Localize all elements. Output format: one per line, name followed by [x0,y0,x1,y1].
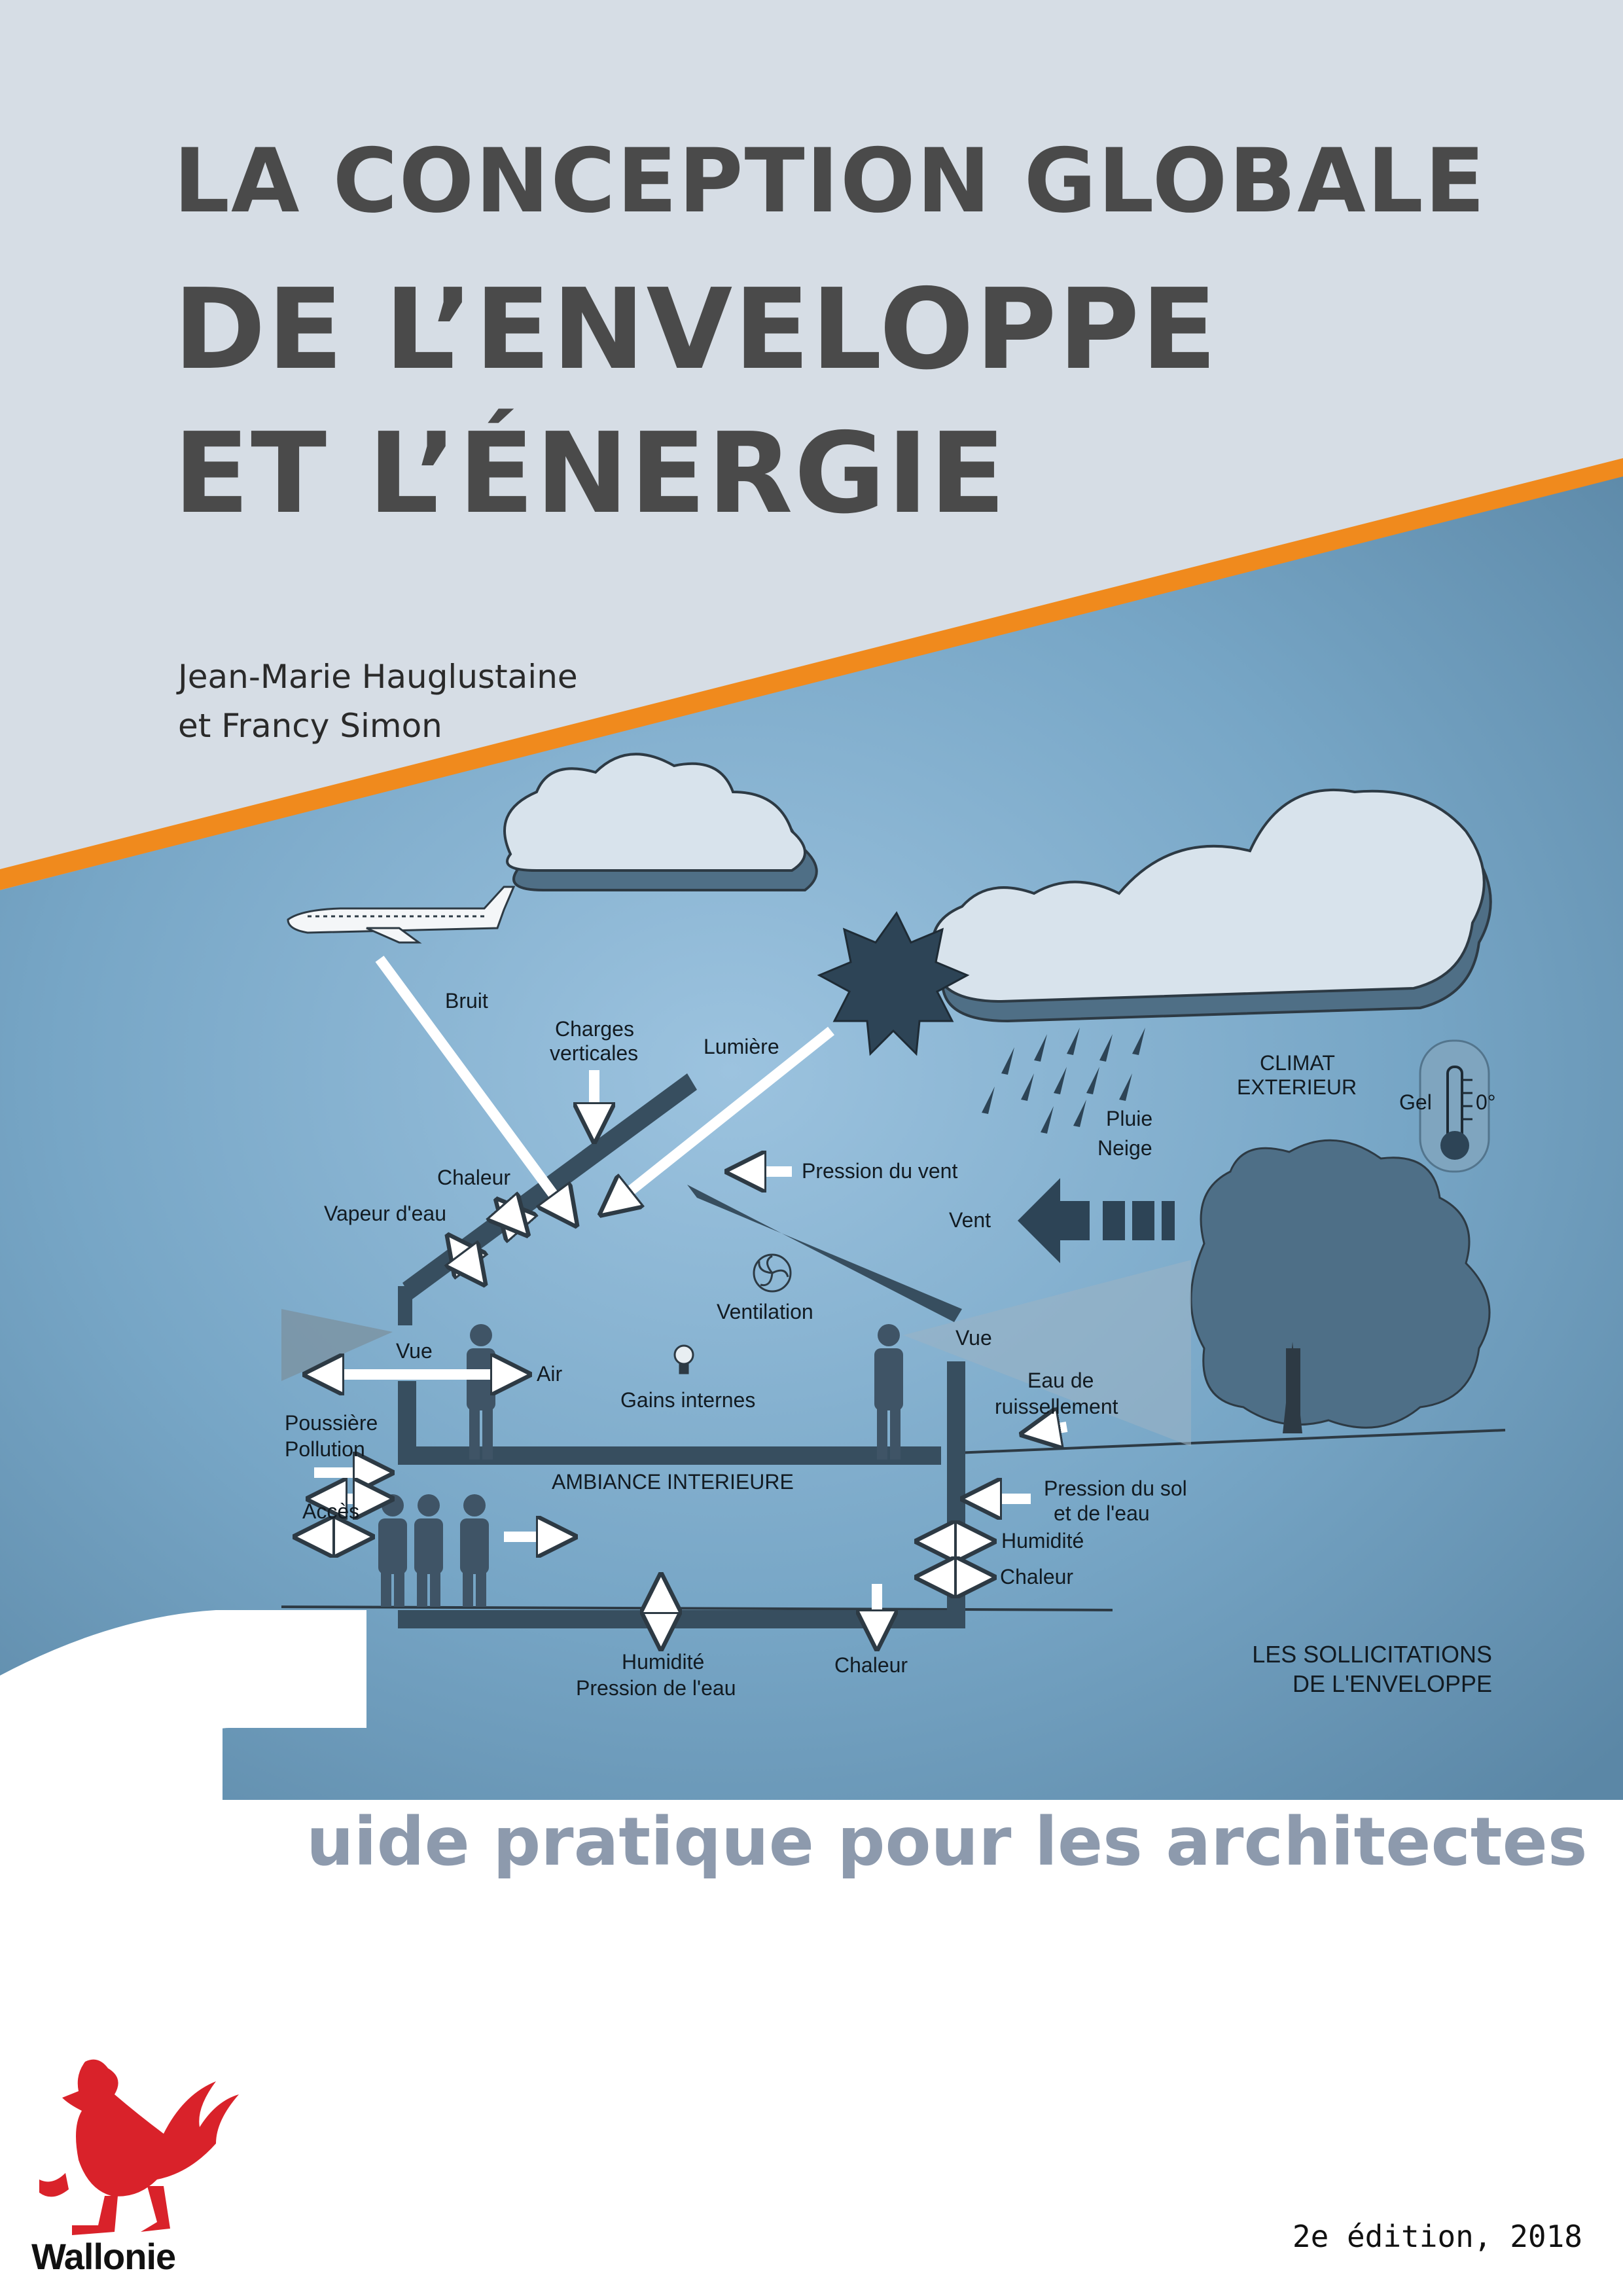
label-poussiere: Poussière [285,1411,378,1435]
author-line-2: et Francy Simon [178,707,442,745]
label-pluie: Pluie [1106,1107,1153,1130]
label-neige: Neige [1097,1136,1152,1160]
label-lumiere: Lumière [704,1035,779,1058]
title-line-2: DE L’ENVELOPPE [173,265,1219,395]
diagram-title-2: DE L'ENVELOPPE [1293,1670,1492,1697]
label-bruit: Bruit [445,989,488,1013]
label-pression-eau: Pression de l'eau [576,1676,736,1700]
label-pression-vent: Pression du vent [802,1159,958,1183]
publisher-logo-text: Wallonie [31,2236,176,2277]
label-pollution: Pollution [285,1437,365,1461]
label-vue-right: Vue [955,1326,992,1350]
label-humidite-bottom: Humidité [622,1650,705,1674]
label-acces: Accès [302,1499,360,1523]
label-zero: 0° [1476,1090,1496,1114]
label-vue-left: Vue [396,1339,433,1363]
label-chaleur-right: Chaleur [1000,1565,1074,1588]
title-line-3: ET L’ÉNERGIE [173,409,1007,539]
label-pression-sol-2: et de l'eau [1054,1501,1150,1525]
series-title: uide pratique pour les architectes [306,1803,1588,1881]
label-vapeur: Vapeur d'eau [324,1202,446,1225]
label-pression-sol-1: Pression du sol [1044,1477,1187,1500]
diagram-title-1: LES SOLLICITATIONS [1252,1641,1492,1668]
label-gains: Gains internes [620,1388,756,1412]
label-ambiance: AMBIANCE INTERIEURE [552,1470,794,1494]
label-vent: Vent [949,1208,991,1232]
label-eau-2: ruissellement [995,1395,1118,1418]
label-gel: Gel [1399,1090,1432,1114]
label-air: Air [537,1362,563,1386]
label-charges-1: Charges [555,1017,634,1041]
title-line-1: LA CONCEPTION GLOBALE [173,130,1487,232]
label-climat-2: EXTERIEUR [1237,1075,1357,1099]
edition-label: 2e édition, 2018 [1292,2219,1582,2254]
label-chaleur-roof: Chaleur [437,1166,511,1189]
label-chaleur-bottom: Chaleur [834,1653,908,1677]
label-ventilation: Ventilation [717,1300,813,1323]
label-climat-1: CLIMAT [1260,1051,1335,1075]
label-eau-1: Eau de [1027,1369,1094,1392]
label-humidite-right: Humidité [1001,1529,1084,1552]
author-line-1: Jean-Marie Hauglustaine [178,658,578,696]
label-charges-2: verticales [550,1041,639,1065]
